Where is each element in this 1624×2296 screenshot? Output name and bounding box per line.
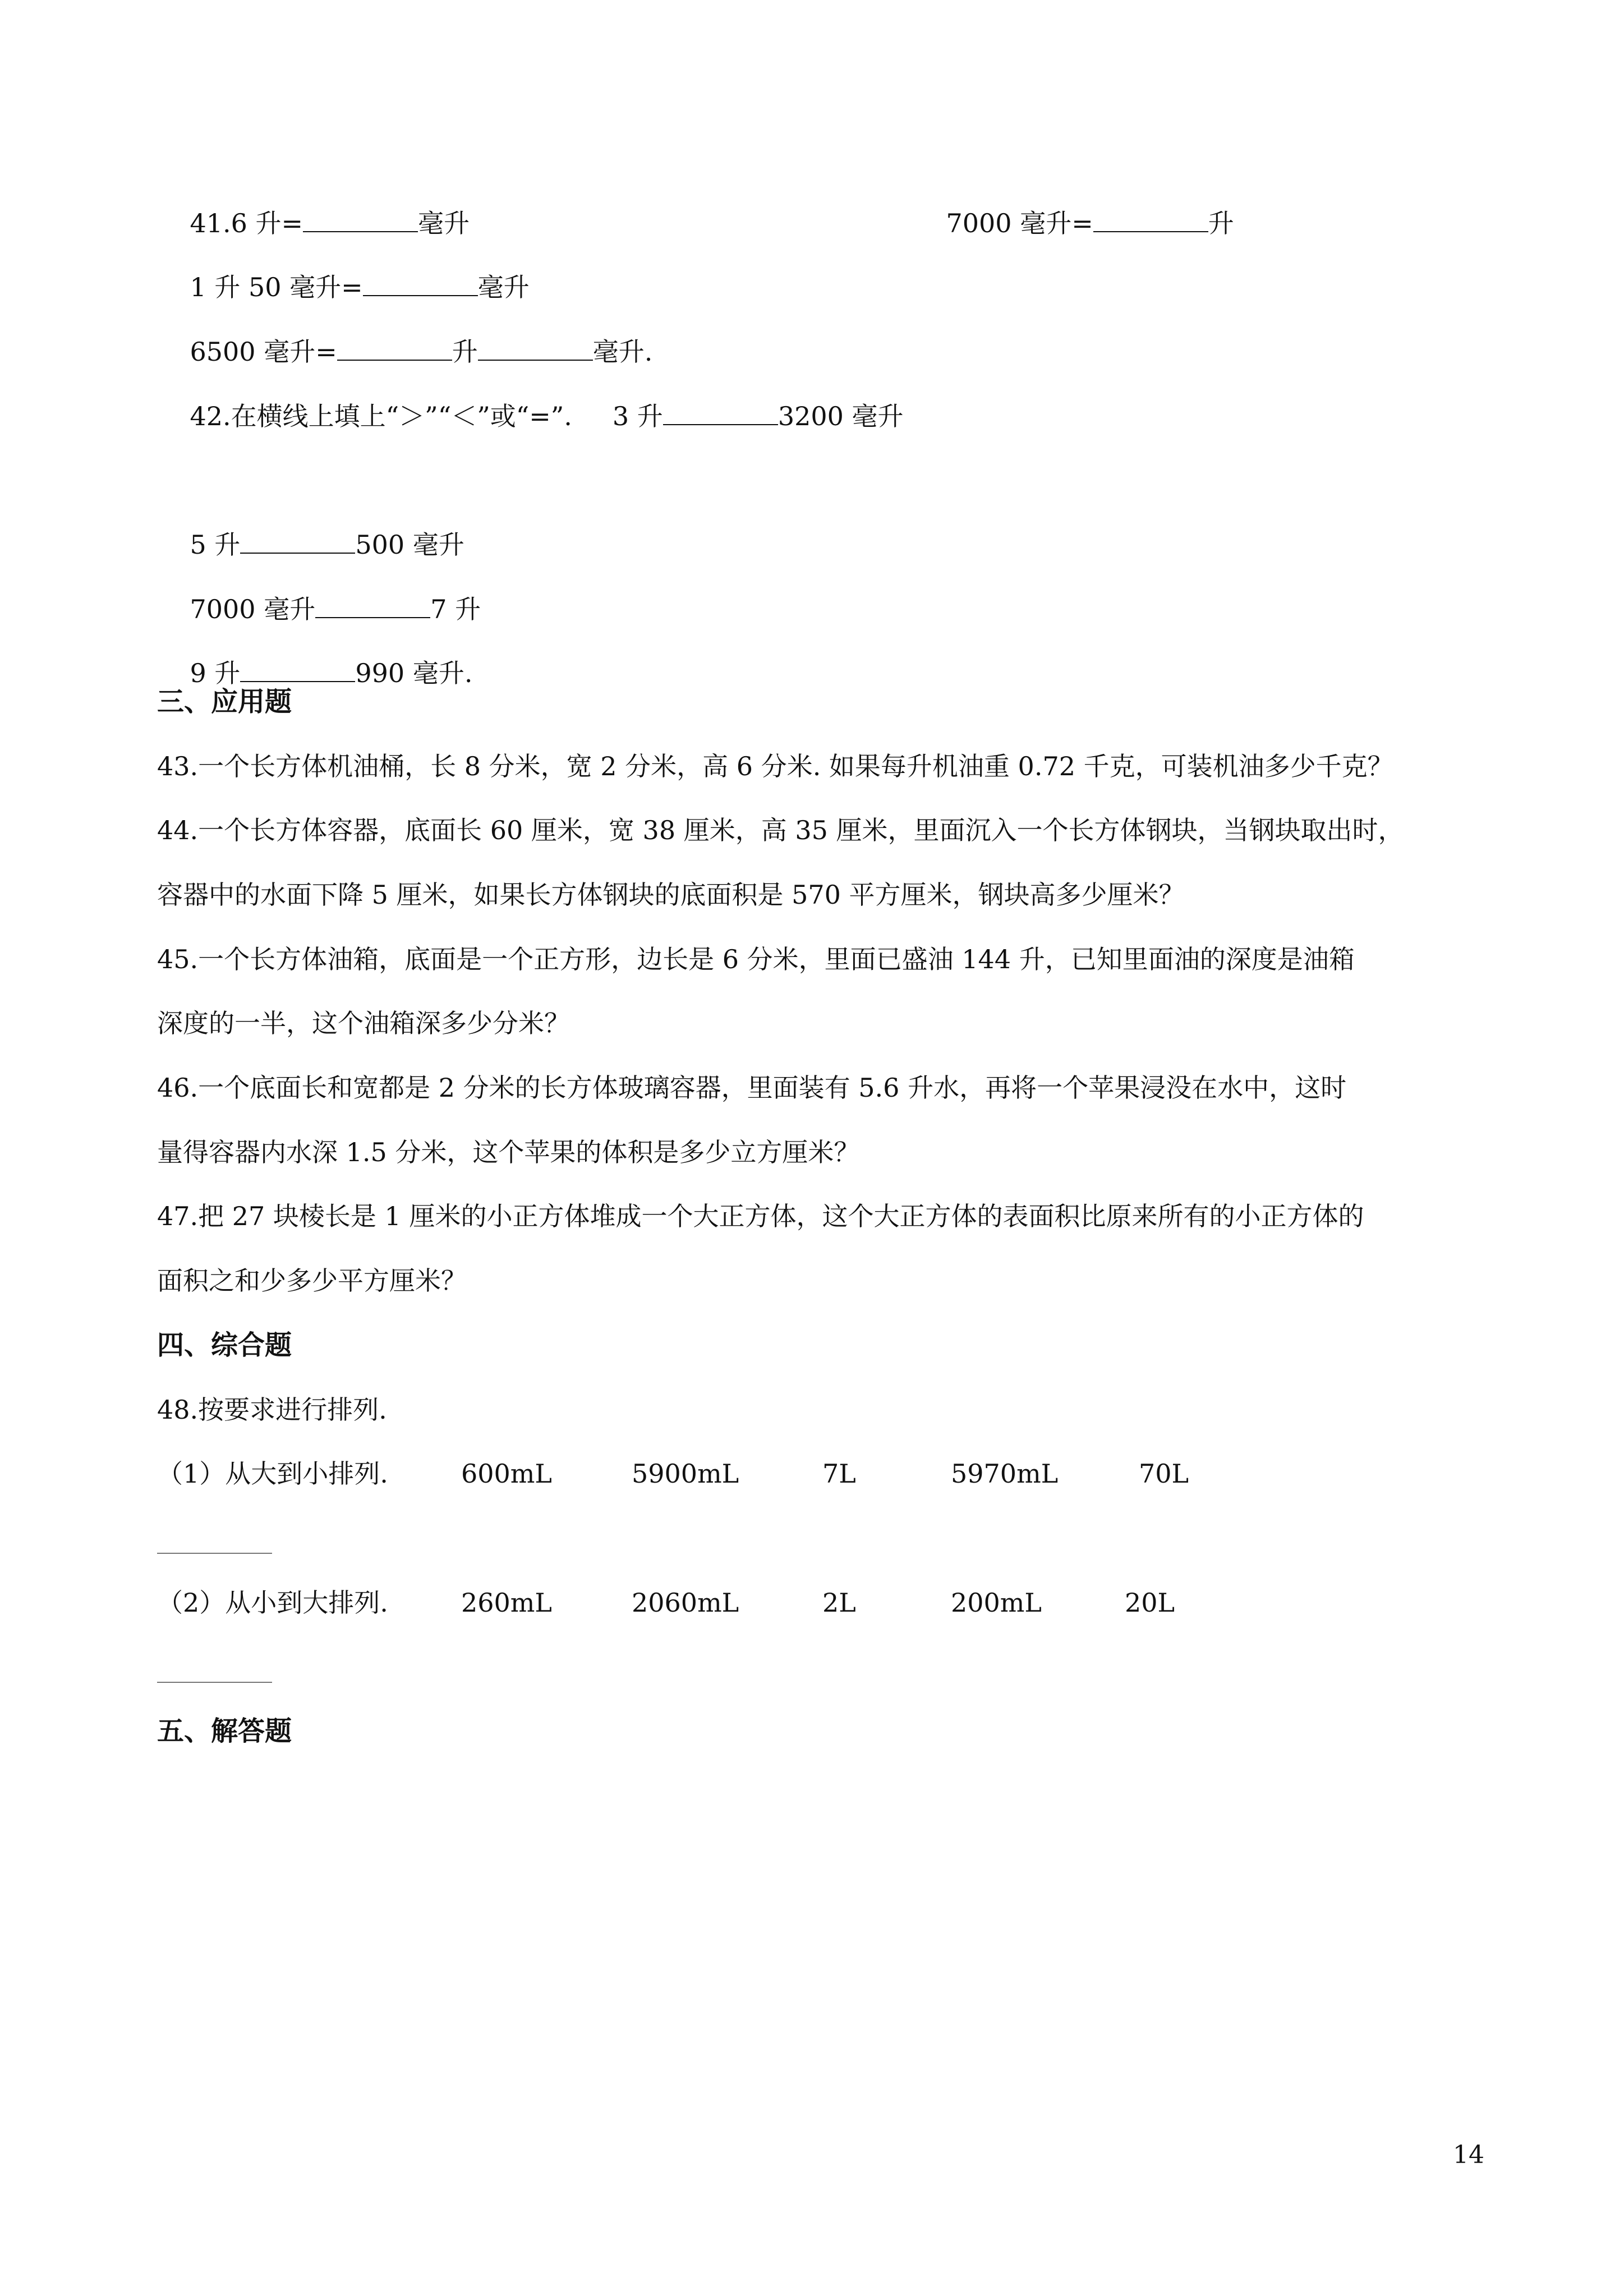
answer-blank[interactable]	[315, 590, 430, 618]
q41-line2-unit: 毫升	[477, 272, 530, 302]
q42-item1-right: 3200 毫升	[778, 401, 904, 431]
q42-item3-left: 7000 毫升	[190, 594, 316, 624]
section-heading-4: 四、综合题	[157, 1329, 292, 1361]
q48-part1-value: 70L	[1139, 1458, 1189, 1489]
q41-line1b-unit: 升	[1208, 208, 1234, 238]
q48-part2-value: 20L	[1125, 1588, 1175, 1618]
q44-line1: 44.一个长方体容器，底面长 60 厘米，宽 38 厘米，高 35 厘米，里面沉入一个长方体钢块，当钢块取出时，	[157, 815, 1404, 845]
q42-item2-left: 5 升	[190, 530, 241, 560]
q42-item1-left: 3 升	[612, 401, 663, 431]
q48-part2-value: 200mL	[951, 1588, 1042, 1618]
answer-blank[interactable]	[663, 397, 778, 425]
q42-item4-right: 990 毫升.	[355, 658, 473, 688]
q48-part1-value: 600mL	[461, 1458, 552, 1489]
q41-line1b-text: 7000 毫升=	[946, 208, 1093, 238]
q48-part1-answer-line[interactable]	[157, 1553, 272, 1554]
answer-blank[interactable]	[478, 333, 593, 361]
q42-item3-right: 7 升	[430, 594, 481, 624]
section-heading-3: 三、应用题	[157, 686, 292, 717]
q47-line2: 面积之和少多少平方厘米？	[157, 1266, 467, 1296]
q46-line2: 量得容器内水深 1.5 分米，这个苹果的体积是多少立方厘米？	[157, 1137, 860, 1167]
q48-part1-value: 7L	[822, 1458, 856, 1489]
q42-line1	[157, 364, 904, 467]
q48-prompt: 48.按要求进行排列.	[157, 1395, 387, 1425]
q42-item2-right: 500 毫升	[355, 530, 464, 560]
q41-line1-text: 41.6 升=	[190, 208, 303, 238]
q42-prompt: 42.在横线上填上“＞”“＜”或“=”.	[190, 401, 572, 431]
q48-part1-value: 5900mL	[632, 1458, 739, 1489]
q45-line1: 45.一个长方体油箱，底面是一个正方形，边长是 6 分米，里面已盛油 144 升，已知里面油的深度是油箱	[157, 944, 1355, 974]
answer-blank[interactable]	[240, 526, 355, 554]
q45-line2: 深度的一半，这个油箱深多少分米？	[157, 1008, 570, 1038]
q41-line1-unit: 毫升	[418, 208, 470, 238]
answer-blank[interactable]	[363, 268, 478, 296]
section-heading-5: 五、解答题	[157, 1715, 292, 1747]
q46-line1: 46.一个底面长和宽都是 2 分米的长方体玻璃容器，里面装有 5.6 升水，再将一个苹果浸没在水中，这时	[157, 1073, 1347, 1103]
q42-item4-left: 9 升	[190, 658, 241, 688]
q41-line3-text: 6500 毫升=	[190, 337, 337, 367]
q41-line1b	[913, 171, 1234, 274]
q48-part2-answer-line[interactable]	[157, 1682, 272, 1683]
answer-blank[interactable]	[303, 204, 418, 232]
q48-part1-value: 5970mL	[951, 1458, 1059, 1489]
q48-part2-value: 2L	[822, 1588, 856, 1618]
q47-line1: 47.把 27 块棱长是 1 厘米的小正方体堆成一个大正方体，这个大正方体的表面积比原来所有的小正方体的	[157, 1201, 1364, 1231]
answer-blank[interactable]	[240, 654, 355, 682]
q44-line2: 容器中的水面下降 5 厘米，如果长方体钢块的底面积是 570 平方厘米，钢块高多少厘米？	[157, 880, 1185, 910]
q43-text: 43.一个长方体机油桶，长 8 分米，宽 2 分米，高 6 分米. 如果每升机油重 0.72 千克，可装机油多少千克？	[157, 751, 1393, 781]
q48-part2-value: 2060mL	[632, 1588, 739, 1618]
q48-part2-label: （2）从小到大排列.	[157, 1588, 388, 1618]
q41-line3-mid: 升	[452, 337, 478, 367]
answer-blank[interactable]	[1093, 204, 1208, 232]
q41-line2-text: 1 升 50 毫升=	[190, 272, 363, 302]
page-number: 14	[1453, 2141, 1484, 2169]
q48-part2-value: 260mL	[461, 1588, 552, 1618]
q41-line3-end: 毫升.	[592, 337, 653, 367]
q48-part1-label: （1）从大到小排列.	[157, 1458, 388, 1489]
answer-blank[interactable]	[337, 333, 452, 361]
